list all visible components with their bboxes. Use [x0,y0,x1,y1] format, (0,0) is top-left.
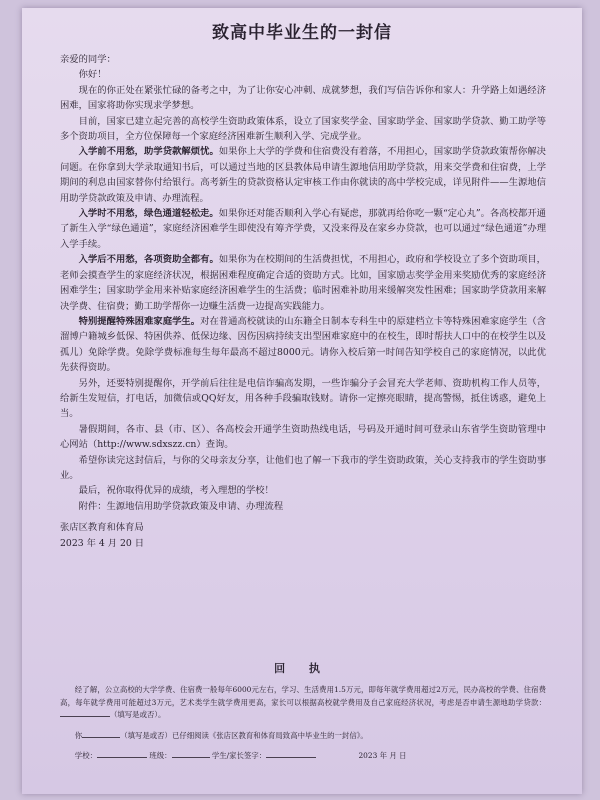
receipt-you-label: 你 [74,730,83,740]
paragraph-share: 希望你读完这封信后，与你的父母亲友分享，让他们也了解一下我市的学生资助政策，关心支持我市的学生资助事业。 [60,454,546,481]
paragraph-text: 对在普通高校就读的山东籍全日制本专科生中的原建档立卡等特殊困难家庭学生（含溜博户籍城乡低保、特困供养、低保边缘、因伤因病持续支出型困难家庭中的在校生，即时帮扶人口中的在校学生以及孤儿）免除学费。免除学费标准每生每年最高不超过8000元。请你入校后第一时间告知学校自己的家庭情况，以此优先获得资助。 [60,315,546,374]
salutation: 亲爱的同学： [60,54,116,65]
attachment-note: 附件：生源地信用助学贷款政策及申请、办理流程 [78,500,284,512]
signature-field[interactable] [266,750,316,758]
paragraph-heading: 入学时不用愁，绿色通道轻松走。 [78,208,219,220]
receipt-title: 回 执 [274,662,330,675]
class-label: 班级： [149,751,172,760]
paragraph-special-difficulty [60,314,546,376]
greeting: 你好！ [78,69,107,81]
paragraph-before-enrollment [60,144,546,206]
letter-title: 致高中毕业生的一封信 [212,23,392,43]
issuing-organization: 张店区教育和体育局 [60,522,144,534]
signature-label: 学生/家长签字： [211,751,267,760]
receipt-confirm-text: （填写是或否）已仔细阅读《张店区教育和体育局致高中毕业生的一封信》。 [120,730,368,740]
receipt-sign-line [60,750,546,763]
paragraph-intro: 现在的你正处在紧张忙碌的备考之中，为了让你安心冲刺、成就梦想，我们写信告诉你和家人：升学路上如遇经济困难，国家将助你实现求学梦想。 [60,84,546,112]
paragraph-hotline: 暑假期间，各市、县（市、区）、各高校会开通学生资助热线电话，号码及开通时间可登录山东省学生资助管理中心网站（http://www.sdxszz.cn）查询。 [60,423,546,451]
letter-body [60,52,546,551]
paragraph-policy: 目前，国家已建立起完善的高校学生资助政策体系，设立了国家奖学金、国家助学金、国家助学贷款、勤工助学等多个资助项目，全方位保障每一个家庭经济困难新生顺利入学、完成学业。 [60,115,546,143]
receipt-confirm-line [60,730,546,743]
receipt-section [60,684,546,763]
paragraph-heading: 入学后不用愁，各项资助全都有。 [78,254,219,266]
receipt-paragraph [60,684,546,722]
loan-answer-field[interactable] [60,709,110,717]
paragraph-text: 如果你还对能否顺利入学心有疑虑，那就再给你吃一颗“定心丸”。各高校都开通了新生入学“绿色通道”，家庭经济困难学生即使没有筹齐学费，又没来得及在家乡办贷款，也可以通过“绿色通道”办理入学手续。 [60,208,546,250]
read-answer-field[interactable] [82,730,120,738]
receipt-text-tail: （填写是或否）。 [110,710,166,719]
paragraph-after-enrollment [60,252,546,314]
paragraph-heading: 特别提醒特殊困难家庭学生。 [78,315,201,327]
paragraph-text: 如果你为在校期间的生活费担忧，不用担心，政府和学校设立了多个资助项目，老师会摸查学生的家庭经济状况，根据困难程度确定合适的资助方式。比如，国家励志奖学金用来奖励优秀的家庭经济困难学生；国家助学金用来补贴家庭经济困难学生的生活费；临时困难补助用来缓解突发性困难；国家助学贷款用来解决学费、住宿费；勤工助学帮你一边赚生活费一边提高实践能力。 [60,254,546,312]
letter-sheet [22,8,582,794]
receipt-text: 经了解，公立高校的大学学费、住宿费一般每年6000元左右，学习、生活费用1.5万元，即每年就学费用超过2万元，民办高校的学费、住宿费高，每年就学费用可能超过3万元，艺术类学生就学费用更高，家长可以根据高校就学费用及自己家庭经济状况，考虑是否申请生源地助学贷款： [60,685,546,707]
receipt-date: 2023 年 月 日 [358,751,407,760]
paragraph-heading: 入学前不用愁，助学贷款解烦忧。 [78,146,219,158]
school-field[interactable] [97,750,147,758]
class-field[interactable] [172,750,210,758]
paragraph-fraud-warning: 另外，还要特别提醒你，开学前后往往是电信诈骗高发期，一些诈骗分子会冒充大学老师、资助机构工作人员等，给新生发短信，打电话，加微信或QQ好友，用各种手段骗取钱财。请你一定擦亮眼睛，提高警惕，抵住诱惑，避免上当。 [60,377,546,420]
issue-date: 2023 年 4 月 20 日 [60,537,145,549]
school-label: 学校： [74,751,97,760]
paragraph-wishes: 最后，祝你取得优异的成绩，考入理想的学校！ [78,485,274,497]
paragraph-at-enrollment [60,206,546,252]
paragraph-text: 如果你上大学的学费和住宿费没有着落，不用担心，国家助学贷款政策帮你解决问题。在你拿到大学录取通知书后，可以通过当地的区县教体局申请生源地信用助学贷款，用来交学费和住宿费，上学期间的利息由国家替你付给银行。高考新生的贷款资格认定审核工作由你就读的高中学校完成，详见附件——生源地信用助学贷款政策及申请、办理流程。 [60,146,546,204]
